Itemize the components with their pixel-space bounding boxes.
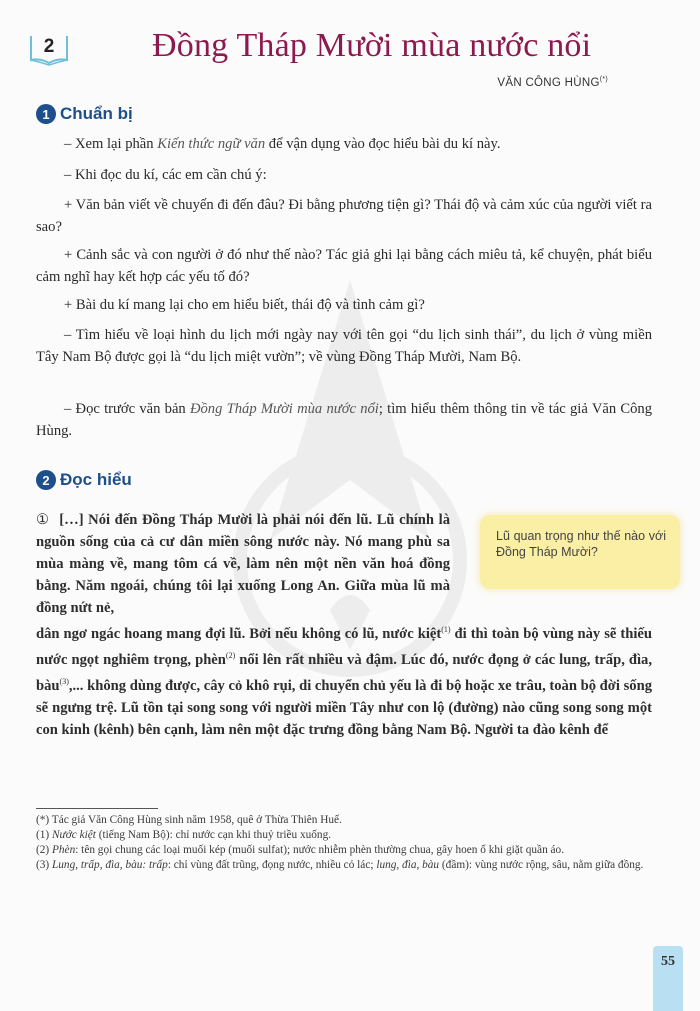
footnote-ref: (3) [59, 676, 69, 686]
text: dân ngơ ngác hoang mang đợi lũ. Bởi nếu không có lũ, nước kiệt [36, 625, 442, 642]
section-heading-reading [36, 470, 132, 490]
footnote-ref: (1) [441, 625, 451, 634]
prepare-item-3 [36, 194, 652, 238]
lesson-badge [28, 32, 70, 64]
author-name [497, 76, 608, 89]
text: (đầm): vùng nước rộng, sâu, nằm giữa đồng. [439, 859, 644, 871]
prepare-item-1 [36, 133, 652, 155]
text: (3) [36, 859, 52, 871]
section-number-icon: 1 [36, 104, 56, 124]
text: – Đọc trước văn bản [64, 401, 190, 417]
text: (*) Tác giả Văn Công Hùng sinh năm 1958, quê ở Thừa Thiên Huế. [36, 814, 342, 826]
text: + Bài du kí mang lại cho em hiểu biết, thái độ và tình cảm gì? [64, 297, 425, 313]
prepare-item-7 [36, 398, 652, 442]
italic-text: Nước kiệt [52, 829, 96, 841]
section-number-icon: 2 [36, 470, 56, 490]
reading-paragraph-part2 [36, 619, 652, 741]
prepare-item-5 [36, 294, 652, 316]
reading-paragraph-part1 [36, 509, 450, 619]
text: : tên gọi chung các loại muối kép (muối sulfat); nước nhiễm phèn thường chua, gây hoen ố khi giặt quần áo. [75, 844, 565, 856]
sidebox-question: Lũ quan trọng như thế nào với Đồng Tháp Mười? [496, 529, 666, 559]
author-text: VĂN CÔNG HÙNG [497, 76, 600, 89]
text: (tiếng Nam Bộ): chỉ nước cạn khi thuỷ triều xuống. [95, 829, 332, 841]
paragraph-marker: ① [36, 512, 51, 528]
page-number: 55 [661, 954, 675, 969]
text: – Xem lại phần [64, 136, 158, 152]
text: + Cảnh sắc và con người ở đó như thế nào? Tác giả ghi lại bằng cách miêu tả, kể chuyện, phát biểu cảm nghĩ hay kết hợp các yếu tố đó? [36, 247, 652, 285]
footnote-1 [36, 828, 656, 843]
footnote-3 [36, 858, 656, 873]
footnote-author [36, 813, 656, 828]
page-number-tab [653, 946, 683, 1011]
question-sidebox [480, 515, 680, 589]
italic-text: Lung, trấp, đìa, bàu: trấp [52, 859, 168, 871]
author-footnote-mark: (*) [599, 76, 608, 83]
section-heading-prepare [36, 104, 133, 124]
section-title: Đọc hiểu [60, 470, 132, 489]
text: […] Nói đến Đồng Tháp Mười là phải nói đến lũ. Lũ chính là nguồn sống của cả cư dân miền sông nước này. Nó mang phù sa mùa màng về, mang tôm cá về, làm nên một nền văn hoá đồng bằng. Năm ngoái, chúng tôi lại xuống Long An. Giữa mùa lũ mà đồng nứt nẻ, [36, 512, 450, 616]
text: (1) [36, 829, 52, 841]
italic-text: Đồng Tháp Mười mùa nước nổi [189, 401, 379, 417]
text: để vận dụng vào đọc hiểu bài du kí này. [265, 136, 501, 152]
text: đi thì toàn bộ vùng này sẽ thiếu nước ngọt nghiêm trọng, phèn [36, 625, 652, 668]
text: nổi lên rất nhiều và đậm. Lúc đó, nước đọng ở các lung, trấp, đìa, bàu [36, 651, 652, 694]
text: (2) [36, 844, 52, 856]
footnote-divider [36, 808, 158, 809]
text: + Văn bản viết về chuyến đi đến đâu? Đi bằng phương tiện gì? Thái độ và cảm xúc của người viết ra sao? [36, 197, 652, 235]
footnote-ref: (2) [225, 650, 236, 660]
prepare-item-4 [36, 244, 652, 288]
italic-text: Kiến thức ngữ văn [157, 136, 266, 152]
italic-text: lung, đìa, bàu [376, 859, 440, 871]
text: ,... không dùng được, cây cỏ khô rụi, di chuyển chủ yếu là đi bộ hoặc xe trâu, toàn bộ đời sống sẽ ngưng trệ. Lũ tồn tại song song với người miền Tây như con lộ (đường) nào cũng song song một con kinh (kênh) bên cạnh, làm nên một đặc trưng đồng bằng Nam Bộ. Người ta đào kênh để [36, 677, 652, 738]
prepare-item-6 [36, 324, 652, 368]
lesson-number: 2 [43, 36, 55, 57]
prepare-item-2 [36, 164, 652, 186]
page-title: Đồng Tháp Mười mùa nước nổi [152, 27, 592, 64]
section-title: Chuẩn bị [60, 104, 133, 123]
text: – Khi đọc du kí, các em cần chú ý: [64, 167, 267, 183]
page-header [0, 0, 700, 100]
footnotes [36, 813, 656, 873]
text: : chỉ vùng đất trũng, đọng nước, nhiều cỏ lác; [167, 859, 377, 871]
footnote-2 [36, 843, 656, 858]
text: ; tìm hiểu thêm thông tin về tác giả Văn Công Hùng. [36, 401, 652, 439]
text: – Tìm hiểu về loại hình du lịch mới ngày nay với tên gọi “du lịch sinh thái”, du lịch ở vùng miền Tây Nam Bộ được gọi là “du lịch miệt vườn”; về vùng Đồng Tháp Mười, Nam Bộ. [36, 327, 652, 365]
italic-text: Phèn [52, 844, 76, 856]
